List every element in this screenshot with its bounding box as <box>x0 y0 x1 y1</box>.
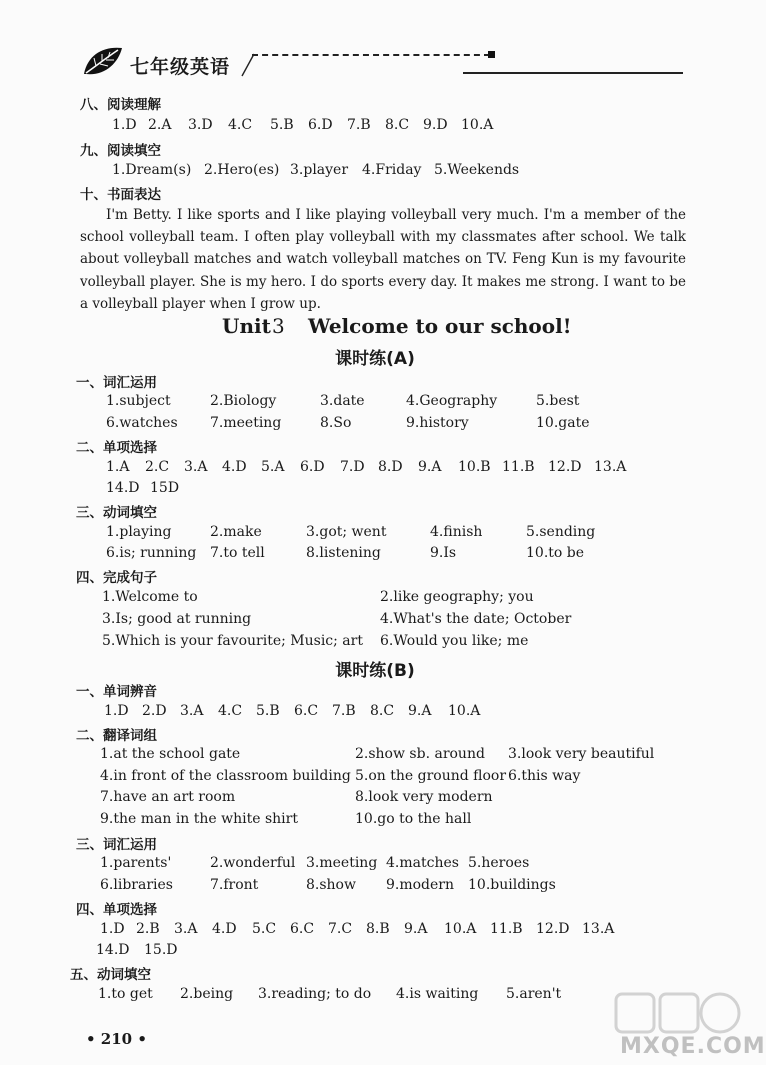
answer-row: 7.have an art room 8.look very modern <box>100 789 493 805</box>
answer-row: 9.the man in the white shirt 10.go to the hall <box>100 811 472 827</box>
watermark-text: MXQE.COM <box>620 1034 766 1059</box>
answer-row: 1.playing 2.make 3.got; went 4.finish 5.sending <box>106 524 596 540</box>
answer-row: 1.D 2.A 3.D 4.C 5.B 6.D 7.B 8.C 9.D 10.A <box>112 117 494 133</box>
section-heading: 十、书面表达 <box>80 187 161 203</box>
section-heading: 三、动词填空 <box>76 505 157 521</box>
answer-row: 3.Is; good at running 4.What's the date; October <box>102 611 572 627</box>
page-header <box>0 0 750 90</box>
section-heading: 二、单项选择 <box>76 440 157 456</box>
answer-row: 4.in front of the classroom building 5.on the ground floor 6.this way <box>100 768 581 784</box>
answer-row: 14.D 15D <box>106 480 180 496</box>
section-heading: 四、完成句子 <box>76 570 157 586</box>
unit-heading: Unit 3 Welcome to our school! <box>222 314 572 338</box>
answer-row: 1.Dream(s) 2.Hero(es) 3.player 4.Friday 5.Weekends <box>112 162 520 178</box>
answer-row: 1.Welcome to 2.like geography; you <box>102 589 534 605</box>
answer-row: 6.libraries 7.front 8.show 9.modern 10.buildings <box>100 877 556 893</box>
answer-row: 6.is; running 7.to tell 8.listening 9.Is 10.to be <box>106 545 585 561</box>
answer-row: 1.at the school gate 2.show sb. around 3.look very beautiful <box>100 746 655 762</box>
section-heading: 二、翻译词组 <box>76 728 157 744</box>
header-rule <box>463 72 683 74</box>
answer-row: 1.to get 2.being 3.reading; to do 4.is waiting 5.aren't <box>98 986 562 1002</box>
header-dot <box>488 51 495 58</box>
answer-row: 1.D 2.B 3.A 4.D 5.C 6.C 7.C 8.B 9.A 10.A 11.B 12.D 13.A <box>100 921 615 937</box>
practice-b-title: 课时练(B) <box>335 661 415 681</box>
answer-row: 1.parents' 2.wonderful 3.meeting 4.matches 5.heroes <box>100 855 530 871</box>
practice-a-title: 课时练(A) <box>335 349 415 369</box>
leaf-icon <box>82 44 124 78</box>
essay-paragraph: I'm Betty. I like sports and I like playing volleyball very much. I'm a member of the school volleyball team. I often play volleyball with my classmates after school. We talk about volleyball matches and watch volleyball matches on TV. Feng Kun is my favourite volleyball player. She is my hero. I do sports every day. It makes me strong. I want to be a volleyball player when I grow up. <box>80 207 686 312</box>
section-heading: 四、单项选择 <box>76 902 157 918</box>
answer-row: 5.Which is your favourite; Music; art 6.Would you like; me <box>102 633 529 649</box>
answer-row: 1.A 2.C 3.A 4.D 5.A 6.D 7.D 8.D 9.A 10.B 11.B 12.D 13.A <box>106 459 627 475</box>
header-dashed-line <box>252 54 490 56</box>
answer-row: 1.D 2.D 3.A 4.C 5.B 6.C 7.B 8.C 9.A 10.A <box>104 703 481 719</box>
answer-row: 6.watches 7.meeting 8.So 9.history 10.gate <box>106 415 590 431</box>
answer-row: 1.subject 2.Biology 3.date 4.Geography 5.best <box>106 393 580 409</box>
section-heading: 三、词汇运用 <box>76 837 157 853</box>
section-heading: 一、词汇运用 <box>76 375 157 391</box>
section-heading: 五、动词填空 <box>70 967 151 983</box>
header-title: 七年级英语 <box>130 56 231 78</box>
page-number: • 210 • <box>86 1030 147 1048</box>
section-heading: 九、阅读填空 <box>80 143 161 159</box>
section-heading: 八、阅读理解 <box>80 97 161 113</box>
section-heading: 一、单词辨音 <box>76 684 157 700</box>
answer-row: 14.D 15.D <box>96 942 178 958</box>
